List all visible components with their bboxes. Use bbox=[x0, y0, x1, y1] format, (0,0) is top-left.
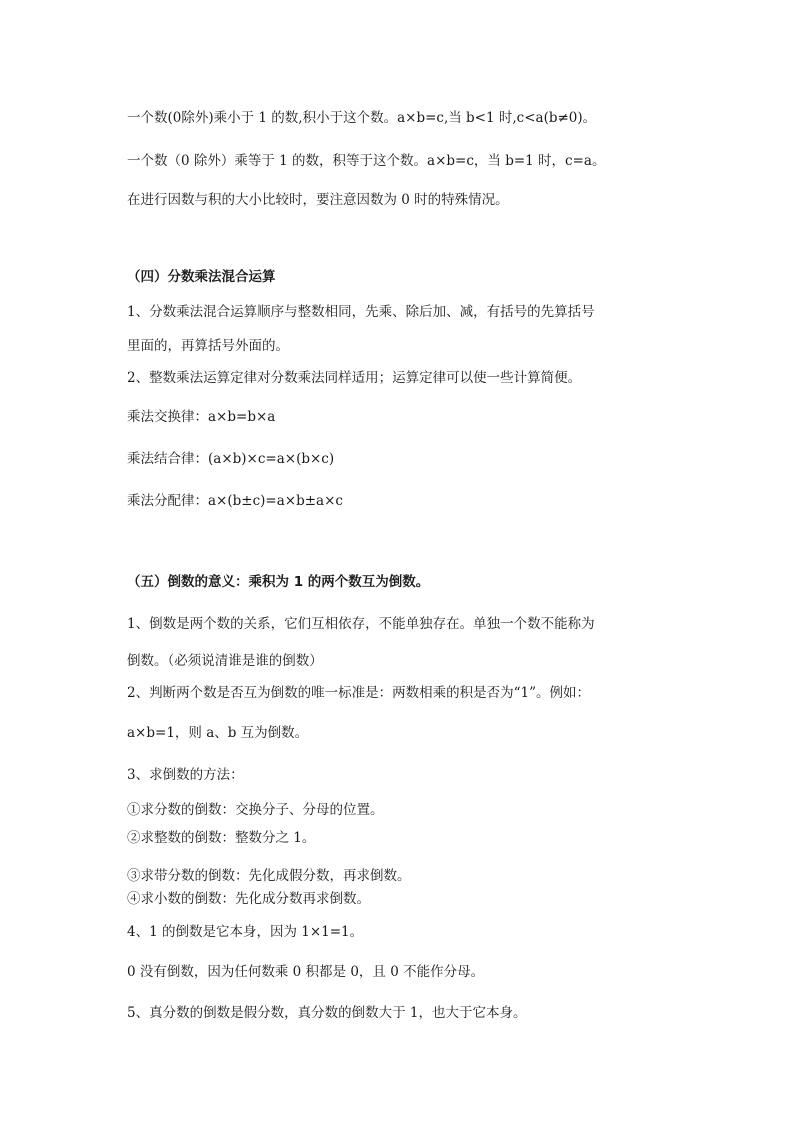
text-line-1: 一个数(0除外)乘小于 1 的数,积小于这个数。a×b=c,当 b<1 时,c<a(b≠0)。 bbox=[127, 110, 597, 126]
formula-associative: 乘法结合律：(a×b)×c=a×(b×c) bbox=[127, 451, 335, 467]
section-heading-5: （五）倒数的意义：乘积为 1 的两个数互为倒数。 bbox=[127, 574, 430, 590]
list-item-4: ④求小数的倒数：先化成分数再求倒数。 bbox=[127, 891, 370, 907]
formula-commutative: 乘法交换律：a×b=b×a bbox=[127, 409, 276, 425]
formula-distributive: 乘法分配律：a×(b±c)=a×b±a×c bbox=[127, 493, 343, 509]
text-line-3: 在进行因数与积的大小比较时，要注意因数为 0 时的特殊情况。 bbox=[127, 192, 509, 208]
text-line-2: 一个数（0 除外）乘等于 1 的数，积等于这个数。a×b=c，当 b=1 时，c=a。 bbox=[127, 153, 606, 169]
text-line-13: 倒数。（必须说清谁是谁的倒数） bbox=[127, 653, 323, 669]
text-line-22: 0 没有倒数，因为任何数乘 0 积都是 0，且 0 不能作分母。 bbox=[127, 964, 485, 980]
text-line-14: 2、判断两个数是否互为倒数的唯一标准是：两数相乘的积是否为“1”。例如： bbox=[127, 685, 590, 701]
text-line-15: a×b=1，则 a、b 互为倒数。 bbox=[127, 725, 309, 741]
text-line-21: 4、1 的倒数是它本身，因为 1×1=1。 bbox=[127, 924, 364, 940]
list-item-3: ③求带分数的倒数：先化成假分数，再求倒数。 bbox=[127, 868, 411, 884]
text-line-12: 1、倒数是两个数的关系，它们互相依存，不能单独存在。单独一个数不能称为 bbox=[127, 616, 595, 632]
text-line-16: 3、求倒数的方法： bbox=[127, 767, 244, 783]
list-item-1: ①求分数的倒数：交换分子、分母的位置。 bbox=[127, 802, 384, 818]
section-heading-4: （四）分数乘法混合运算 bbox=[127, 269, 276, 285]
list-item-2: ②求整数的倒数：整数分之 1。 bbox=[127, 830, 316, 846]
text-line-23: 5、真分数的倒数是假分数，真分数的倒数大于 1，也大于它本身。 bbox=[127, 1005, 527, 1021]
text-line-5: 1、分数乘法混合运算顺序与整数相同，先乘、除后加、减，有括号的先算括号 bbox=[127, 304, 595, 320]
text-line-6: 里面的，再算括号外面的。 bbox=[127, 338, 289, 354]
text-line-7: 2、整数乘法运算定律对分数乘法同样适用；运算定律可以使一些计算简便。 bbox=[127, 370, 582, 386]
